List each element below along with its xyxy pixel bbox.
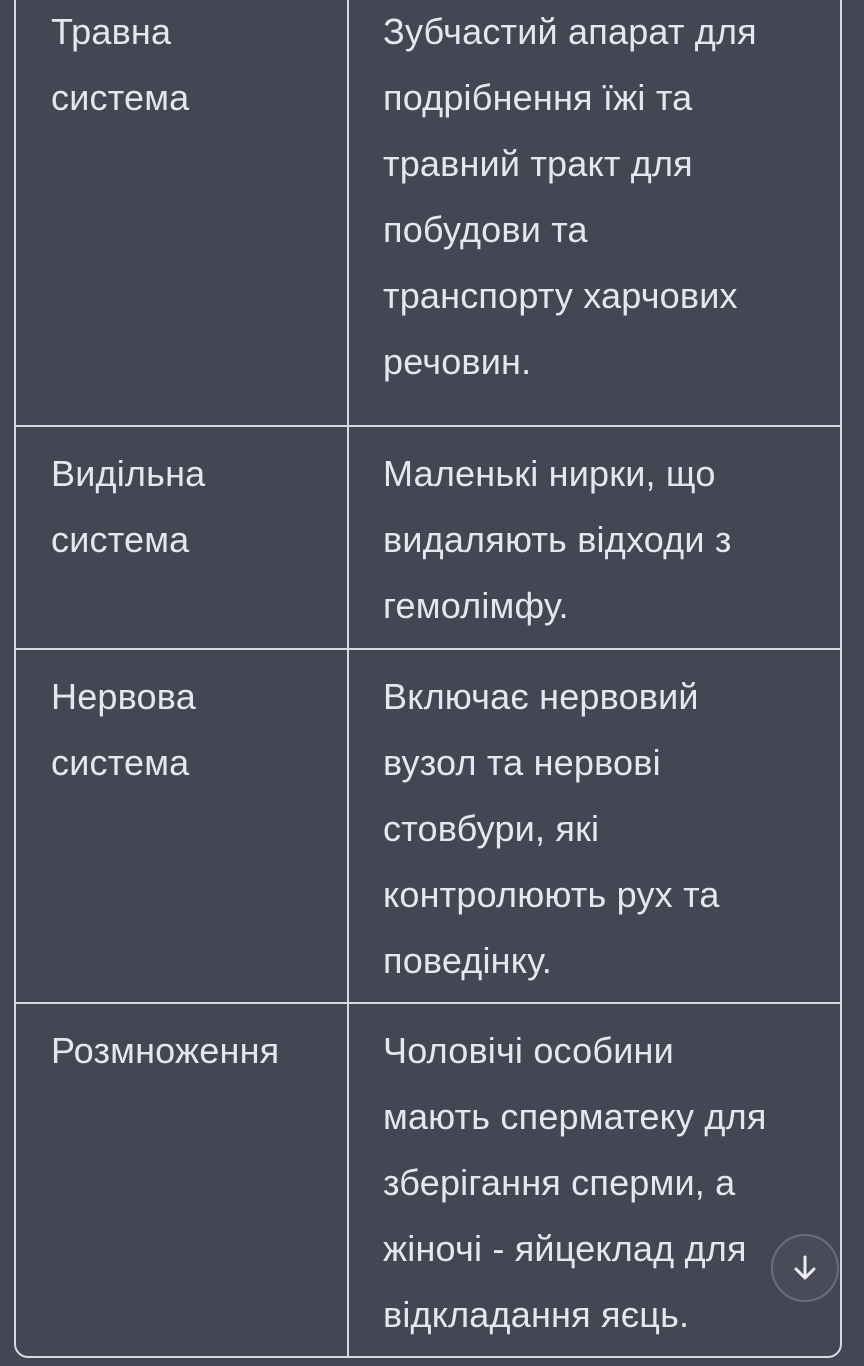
system-name-cell: Травна система (51, 11, 190, 118)
system-description-cell: Включає нервовий вузол та нервові стовбури, які контролюють рух та поведінку. (383, 676, 720, 981)
system-description-cell: Зубчастий апарат для подрібнення їжі та травний тракт для побудови та транспорту харчових речовин. (383, 11, 757, 382)
table-row (16, 1004, 840, 1358)
organ-systems-table (14, 0, 842, 1358)
table-row (16, 0, 840, 427)
table-row (16, 427, 840, 650)
table-row (16, 650, 840, 1004)
scroll-to-bottom-button[interactable] (771, 1234, 839, 1302)
system-description-cell: Чоловічі особини мають сперматеку для зберігання сперми, а жіночі - яйцеклад для відкладання яєць. (383, 1030, 767, 1335)
system-name-cell: Нервова система (51, 676, 196, 783)
arrow-down-icon (789, 1252, 821, 1284)
system-name-cell: Розмноження (51, 1030, 280, 1071)
system-description-cell: Маленькі нирки, що видаляють відходи з гемолімфу. (383, 453, 732, 626)
system-name-cell: Видільна система (51, 453, 206, 560)
